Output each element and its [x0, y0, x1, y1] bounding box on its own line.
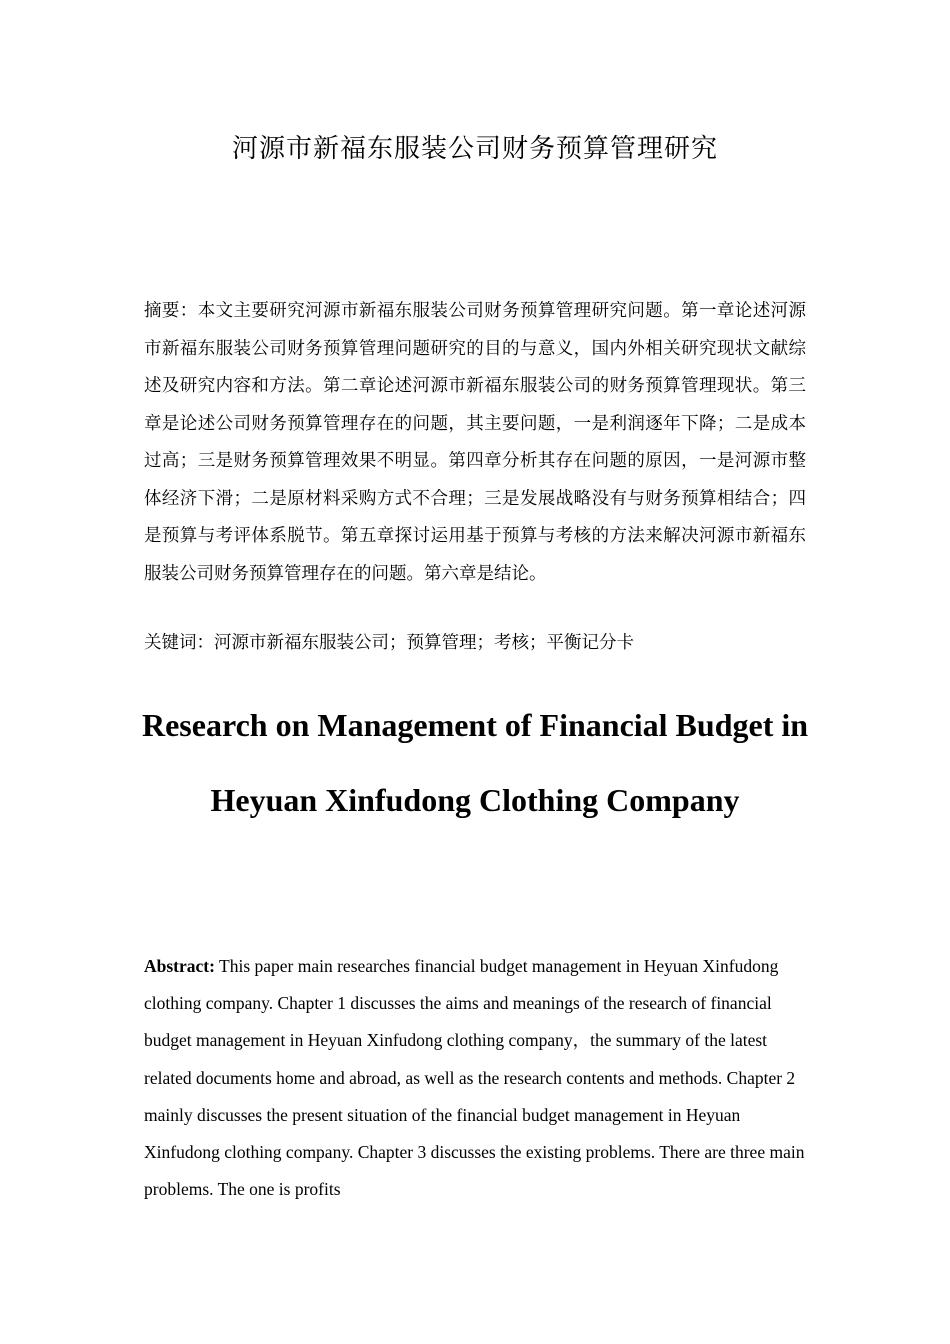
english-abstract — [144, 948, 809, 1208]
chinese-keywords — [144, 627, 806, 659]
english-abstract-text: This paper main researches financial budget management in Heyuan Xinfudong clothing company. Chapter 1 discusses the aims and meanings of the research of financial budget management in Heyuan Xinfudong clothing company，the summary of the latest related documents home and abroad, as well as the research contents and methods. Chapter 2 mainly discusses the present situation of the financial budget management in Heyuan Xinfudong clothing company. Chapter 3 discusses the existing problems. There are three main problems. The one is profits — [144, 956, 805, 1200]
chinese-title: 河源市新福东服装公司财务预算管理研究 — [231, 134, 718, 164]
chinese-abstract-text: 本文主要研究河源市新福东服装公司财务预算管理研究问题。第一章论述河源市新福东服装公司财务预算管理问题研究的目的与意义，国内外相关研究现状文献综述及研究内容和方法。第二章论述河源市新福东服装公司的财务预算管理现状。第三章是论述公司财务预算管理存在的问题，其主要问题，一是利润逐年下降；二是成本过高；三是财务预算管理效果不明显。第四章分析其存在问题的原因，一是河源市整体经济下滑；二是原材料采购方式不合理；三是发展战略没有与财务预算相结合；四是预算与考评体系脱节。第五章探讨运用基于预算与考核的方法来解决河源市新福东服装公司财务预算管理存在的问题。第六章是结论。 — [144, 301, 807, 584]
chinese-abstract-label: 摘要： — [144, 301, 198, 321]
chinese-keywords-text: 河源市新福东服装公司；预算管理；考核；平衡记分卡 — [214, 633, 634, 653]
chinese-keywords-label: 关键词： — [144, 633, 214, 653]
english-abstract-label: Abstract: — [144, 956, 215, 976]
english-title: Research on Management of Financial Budget in Heyuan Xinfudong Clothing Company — [141, 707, 809, 818]
chinese-abstract — [144, 293, 806, 593]
